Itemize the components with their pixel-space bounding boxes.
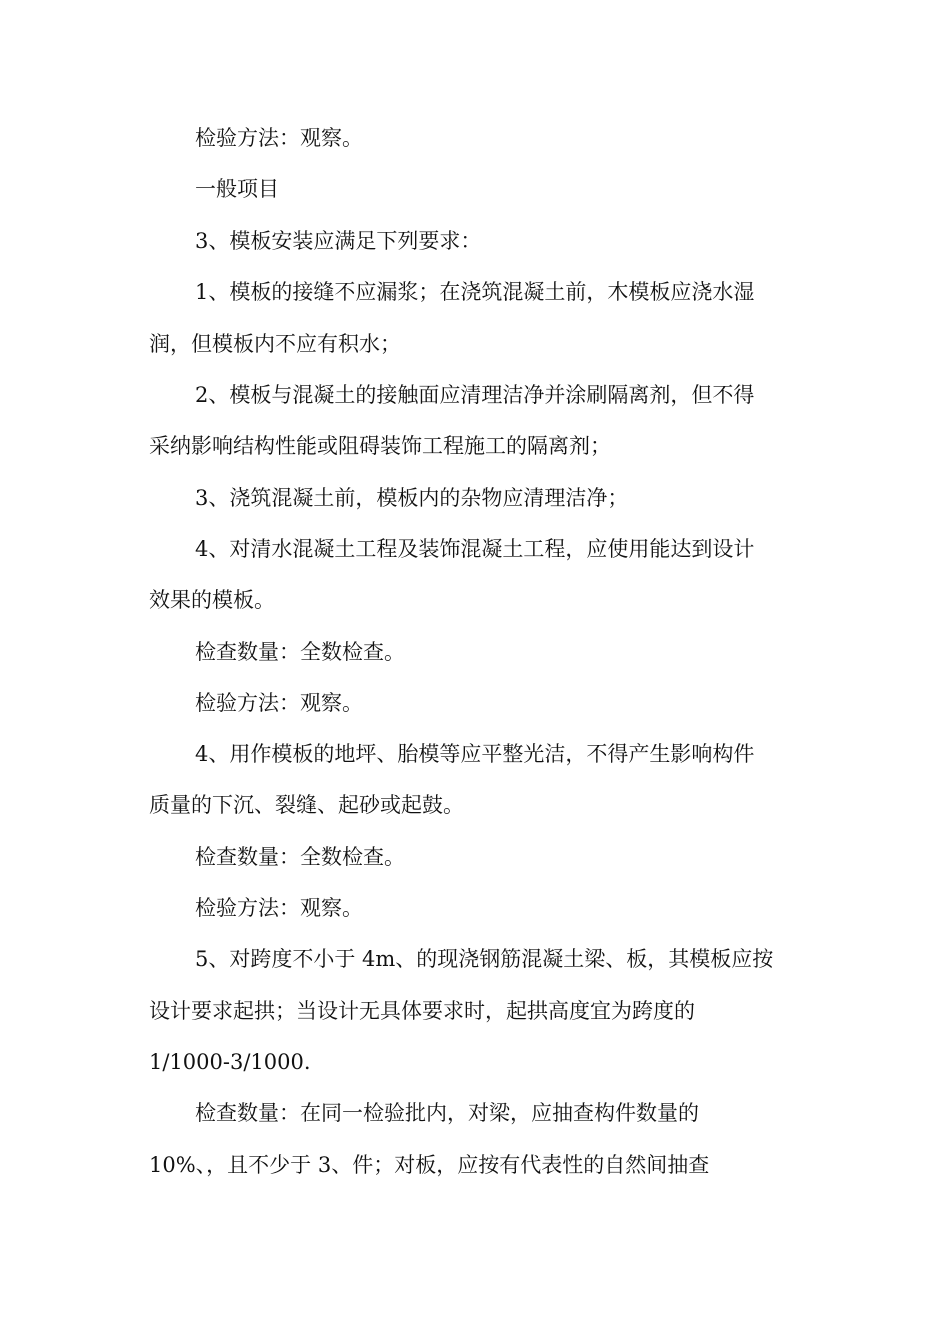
text-line: 3、浇筑混凝土前，模板内的杂物应清理洁净； <box>195 486 629 510</box>
text-line: 检验方法：观察。 <box>195 126 363 150</box>
text-line: 检查数量：全数检查。 <box>195 845 405 869</box>
text-line: 3、模板安装应满足下列要求： <box>195 229 482 253</box>
text-line: 检查数量：全数检查。 <box>195 640 405 664</box>
text-line: 检验方法：观察。 <box>195 896 363 920</box>
text-line: 采纳影响结构性能或阻碍装饰工程施工的隔离剂； <box>149 434 611 458</box>
text-line: 检验方法：观察。 <box>195 691 363 715</box>
text-line: 4、对清水混凝土工程及装饰混凝土工程，应使用能达到设计 <box>195 537 755 561</box>
text-line: 1/1000-3/1000. <box>149 1050 311 1074</box>
text-line: 4、用作模板的地坪、胎模等应平整光洁，不得产生影响构件 <box>195 742 755 766</box>
text-line: 5、对跨度不小于 4m、的现浇钢筋混凝土梁、板，其模板应按 <box>195 947 774 971</box>
text-line: 润，但模板内不应有积水； <box>149 332 401 356</box>
text-line: 检查数量：在同一检验批内，对梁，应抽查构件数量的 <box>195 1101 699 1125</box>
text-line: 2、模板与混凝土的接触面应清理洁净并涂刷隔离剂，但不得 <box>195 383 755 407</box>
text-line: 效果的模板。 <box>149 588 275 612</box>
section-heading: 一般项目 <box>195 177 279 201</box>
text-line: 质量的下沉、裂缝、起砂或起鼓。 <box>149 793 464 817</box>
text-line: 1、模板的接缝不应漏浆；在浇筑混凝土前，木模板应浇水湿 <box>195 280 755 304</box>
text-line: 设计要求起拱；当设计无具体要求时，起拱高度宜为跨度的 <box>149 999 695 1023</box>
text-line: 10%、，且不少于 3、件；对板，应按有代表性的自然间抽查 <box>149 1153 710 1177</box>
